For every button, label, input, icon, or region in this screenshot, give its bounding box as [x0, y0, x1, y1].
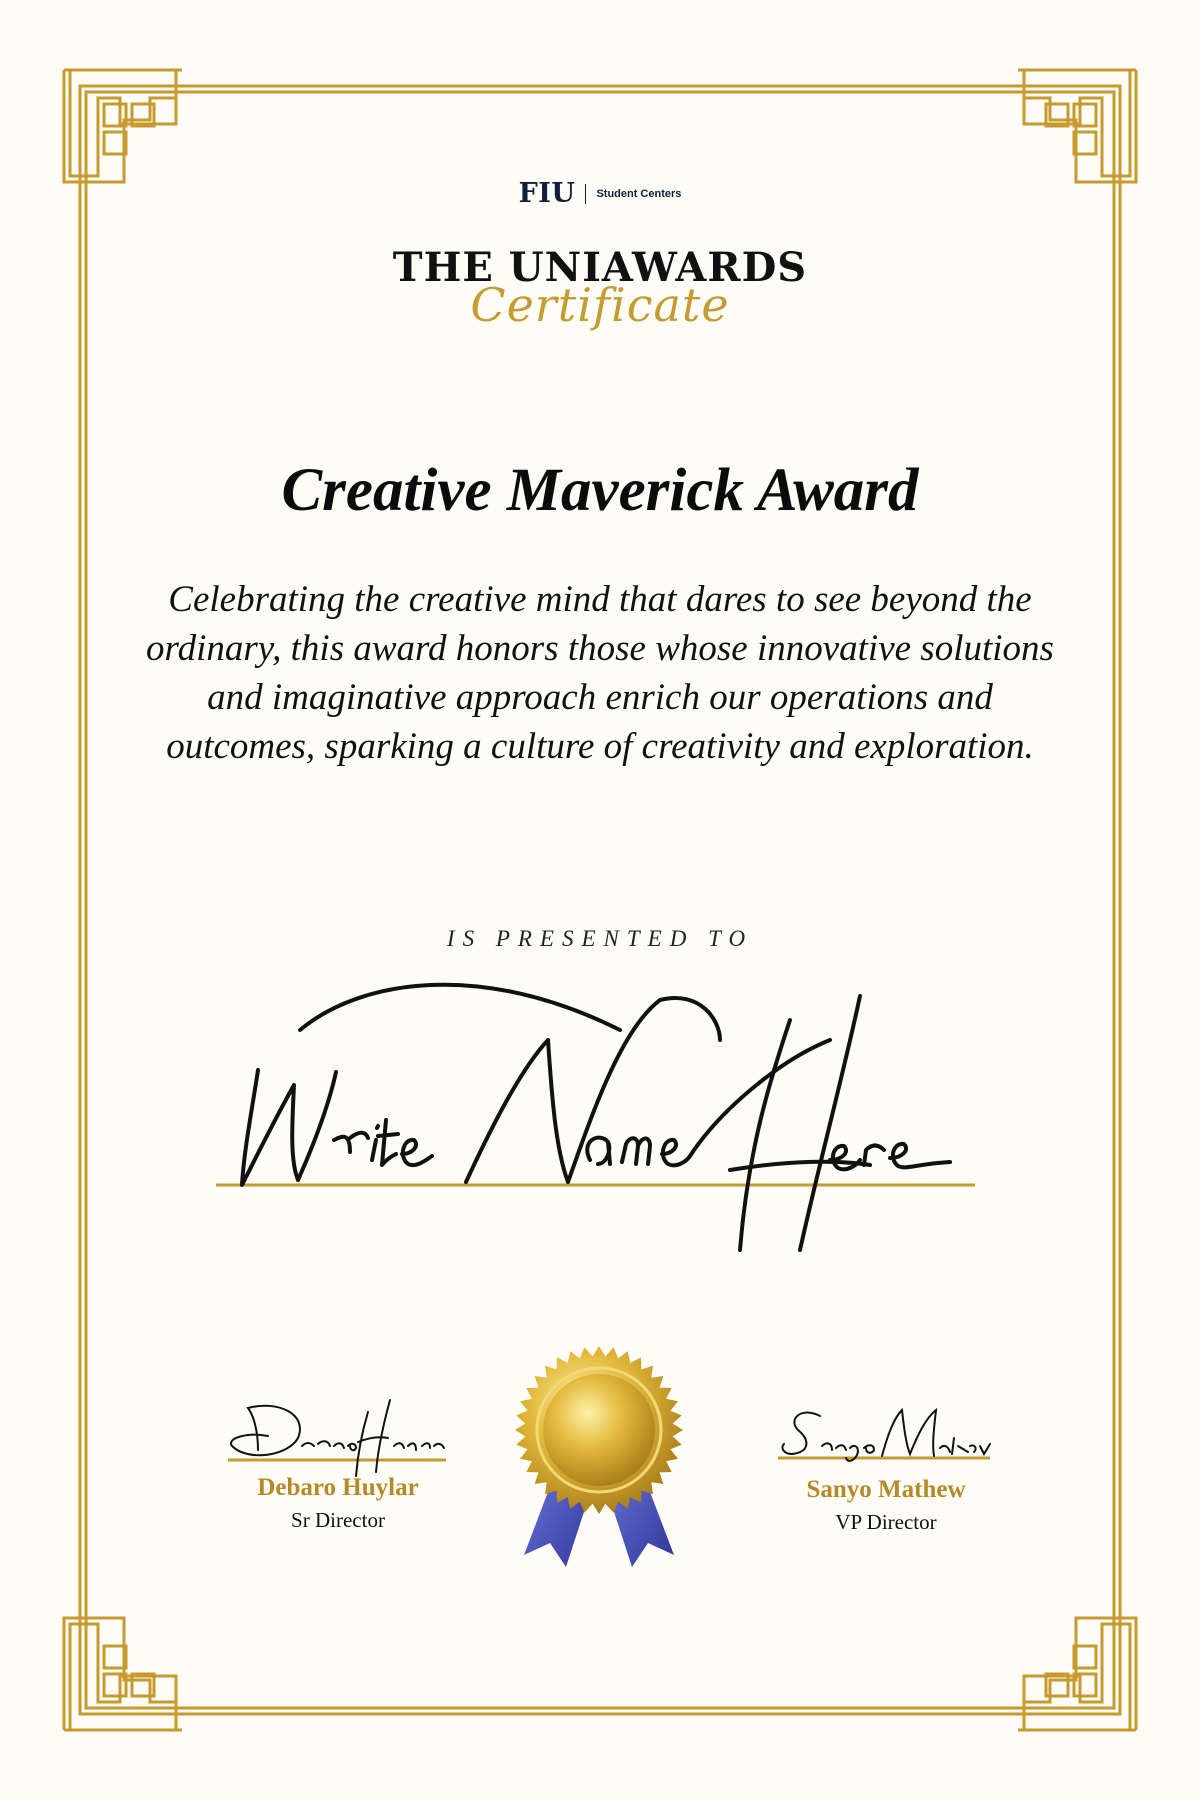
- logo-mark: FIU: [518, 178, 576, 209]
- fiu-logo: [0, 178, 1200, 209]
- logo-subtitle: Student Centers: [596, 187, 682, 200]
- logo-divider: [585, 184, 586, 204]
- recipient-name-script[interactable]: [0, 960, 1200, 1260]
- presented-to-label: IS PRESENTED TO: [446, 926, 754, 951]
- award-title: Creative Maverick Award: [281, 457, 919, 524]
- signatory-name-right: Sanyo Mathew: [806, 1476, 966, 1503]
- signatory-role-right: VP Director: [835, 1510, 937, 1534]
- recipient-name: [0, 1085, 1200, 1086]
- award-description: Celebrating the creative mind that dares to see beyond the ordinary, this award honors those whose innovative solutions and imaginative approach enrich our operations and outcomes, sparking a culture of creativity and exploration.: [146, 579, 1054, 767]
- gold-seal-icon: [504, 1335, 694, 1575]
- signatory-role-left: Sr Director: [291, 1508, 385, 1532]
- signatory-name-left: Debaro Huylar: [257, 1474, 419, 1501]
- brand-script: Certificate: [470, 278, 730, 332]
- signature-right: [770, 1398, 1000, 1488]
- brand-title: THE UNIAWARDS: [392, 244, 808, 291]
